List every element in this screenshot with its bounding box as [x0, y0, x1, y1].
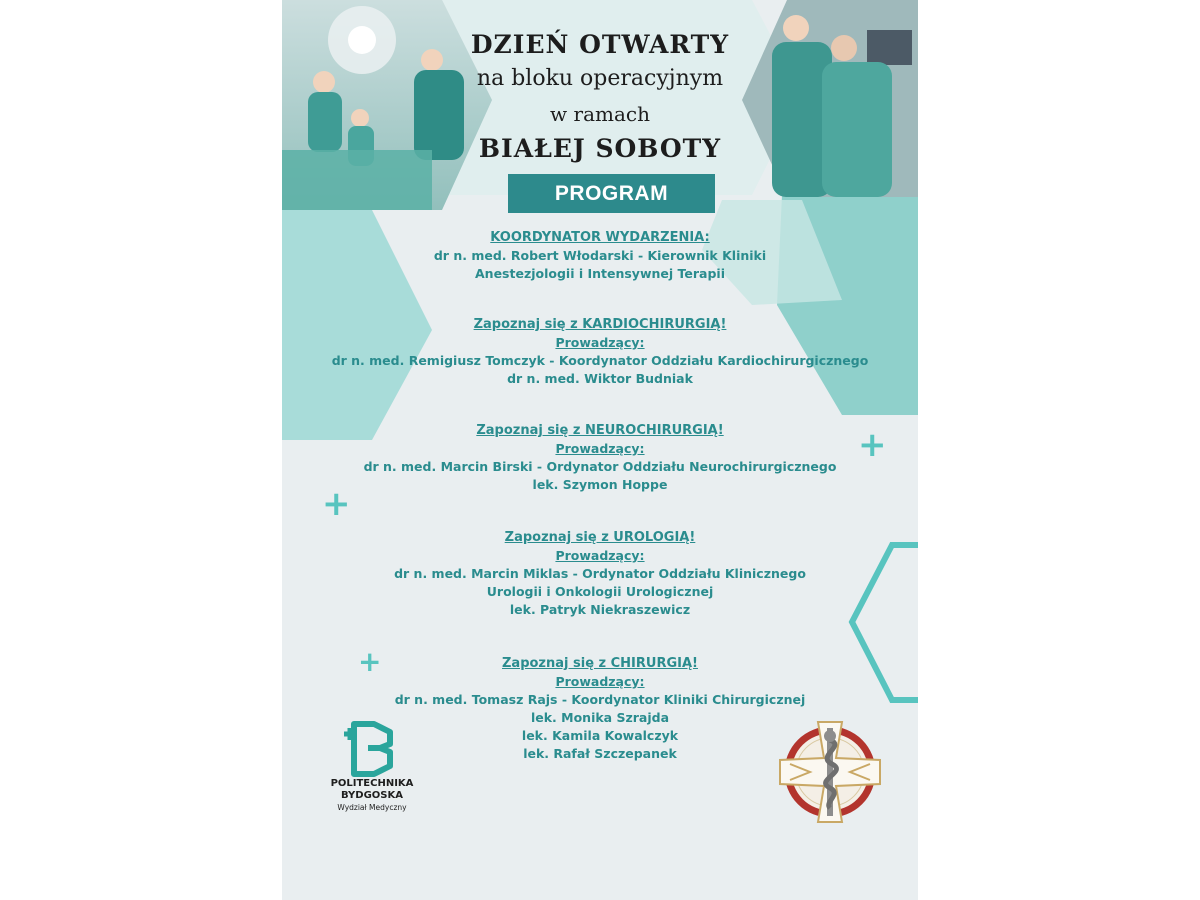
section-line: lek. Patryk Niekraszewicz: [509, 602, 691, 617]
section-sub: Prowadzący:: [555, 335, 645, 350]
section-heading: Zapoznaj się z CHIRURGIĄ!: [502, 656, 698, 671]
section-line: dr n. med. Wiktor Budniak: [507, 371, 693, 386]
medical-emblem-icon: [776, 718, 884, 826]
politechnika-logo-icon: [340, 718, 404, 778]
logo-dept: Wydział Medyczny: [337, 803, 407, 812]
coordinator-line: Anestezjologii i Intensywnej Terapii: [475, 266, 725, 281]
plus-icon: +: [858, 425, 887, 465]
title-line-3: w ramach: [550, 102, 650, 126]
section-line: dr n. med. Remigiusz Tomczyk - Koordynator Oddziału Kardiochirurgicznego: [331, 353, 869, 368]
section-neurochirurgia: [282, 422, 918, 494]
title-line-1: DZIEŃ OTWARTY: [470, 30, 730, 59]
section-heading: Zapoznaj się z NEUROCHIRURGIĄ!: [476, 423, 724, 438]
coordinator-heading: KOORDYNATOR WYDARZENIA:: [490, 230, 710, 245]
plus-icon: +: [358, 645, 382, 678]
section-heading: Zapoznaj się z UROLOGIĄ!: [504, 530, 696, 545]
logo-name-line1: POLITECHNIKA: [330, 778, 414, 789]
section-line: Urologii i Onkologii Urologicznej: [486, 584, 714, 599]
coordinator-section: [282, 229, 918, 283]
section-line: dr n. med. Marcin Birski - Ordynator Oddziału Neurochirurgicznego: [363, 459, 837, 474]
section-line: dr n. med. Marcin Miklas - Ordynator Oddziału Klinicznego: [394, 566, 806, 581]
section-sub: Prowadzący:: [555, 441, 645, 456]
plus-icon: +: [322, 484, 351, 524]
section-line: lek. Monika Szrajda: [530, 710, 670, 725]
logo-name-line2: BYDGOSKA: [340, 790, 404, 801]
section-line: dr n. med. Tomasz Rajs - Koordynator Kliniki Chirurgicznej: [394, 692, 806, 707]
section-heading: Zapoznaj się z KARDIOCHIRURGIĄ!: [473, 317, 727, 332]
politechnika-logo: [312, 718, 432, 812]
section-sub: Prowadzący:: [555, 548, 645, 563]
section-urologia: [282, 529, 918, 619]
poster: [282, 0, 918, 900]
title-line-2: na bloku operacyjnym: [476, 66, 724, 91]
title-line-4: BIAŁEJ SOBOTY: [478, 134, 722, 163]
section-line: lek. Kamila Kowalczyk: [521, 728, 679, 743]
section-sub: Prowadzący:: [555, 674, 645, 689]
section-line: lek. Rafał Szczepanek: [523, 746, 677, 761]
section-line: lek. Szymon Hoppe: [532, 477, 668, 492]
section-kardiochirurgia: [282, 316, 918, 388]
coordinator-line: dr n. med. Robert Włodarski - Kierownik Kliniki: [433, 248, 767, 263]
program-banner: PROGRAM: [508, 174, 715, 213]
